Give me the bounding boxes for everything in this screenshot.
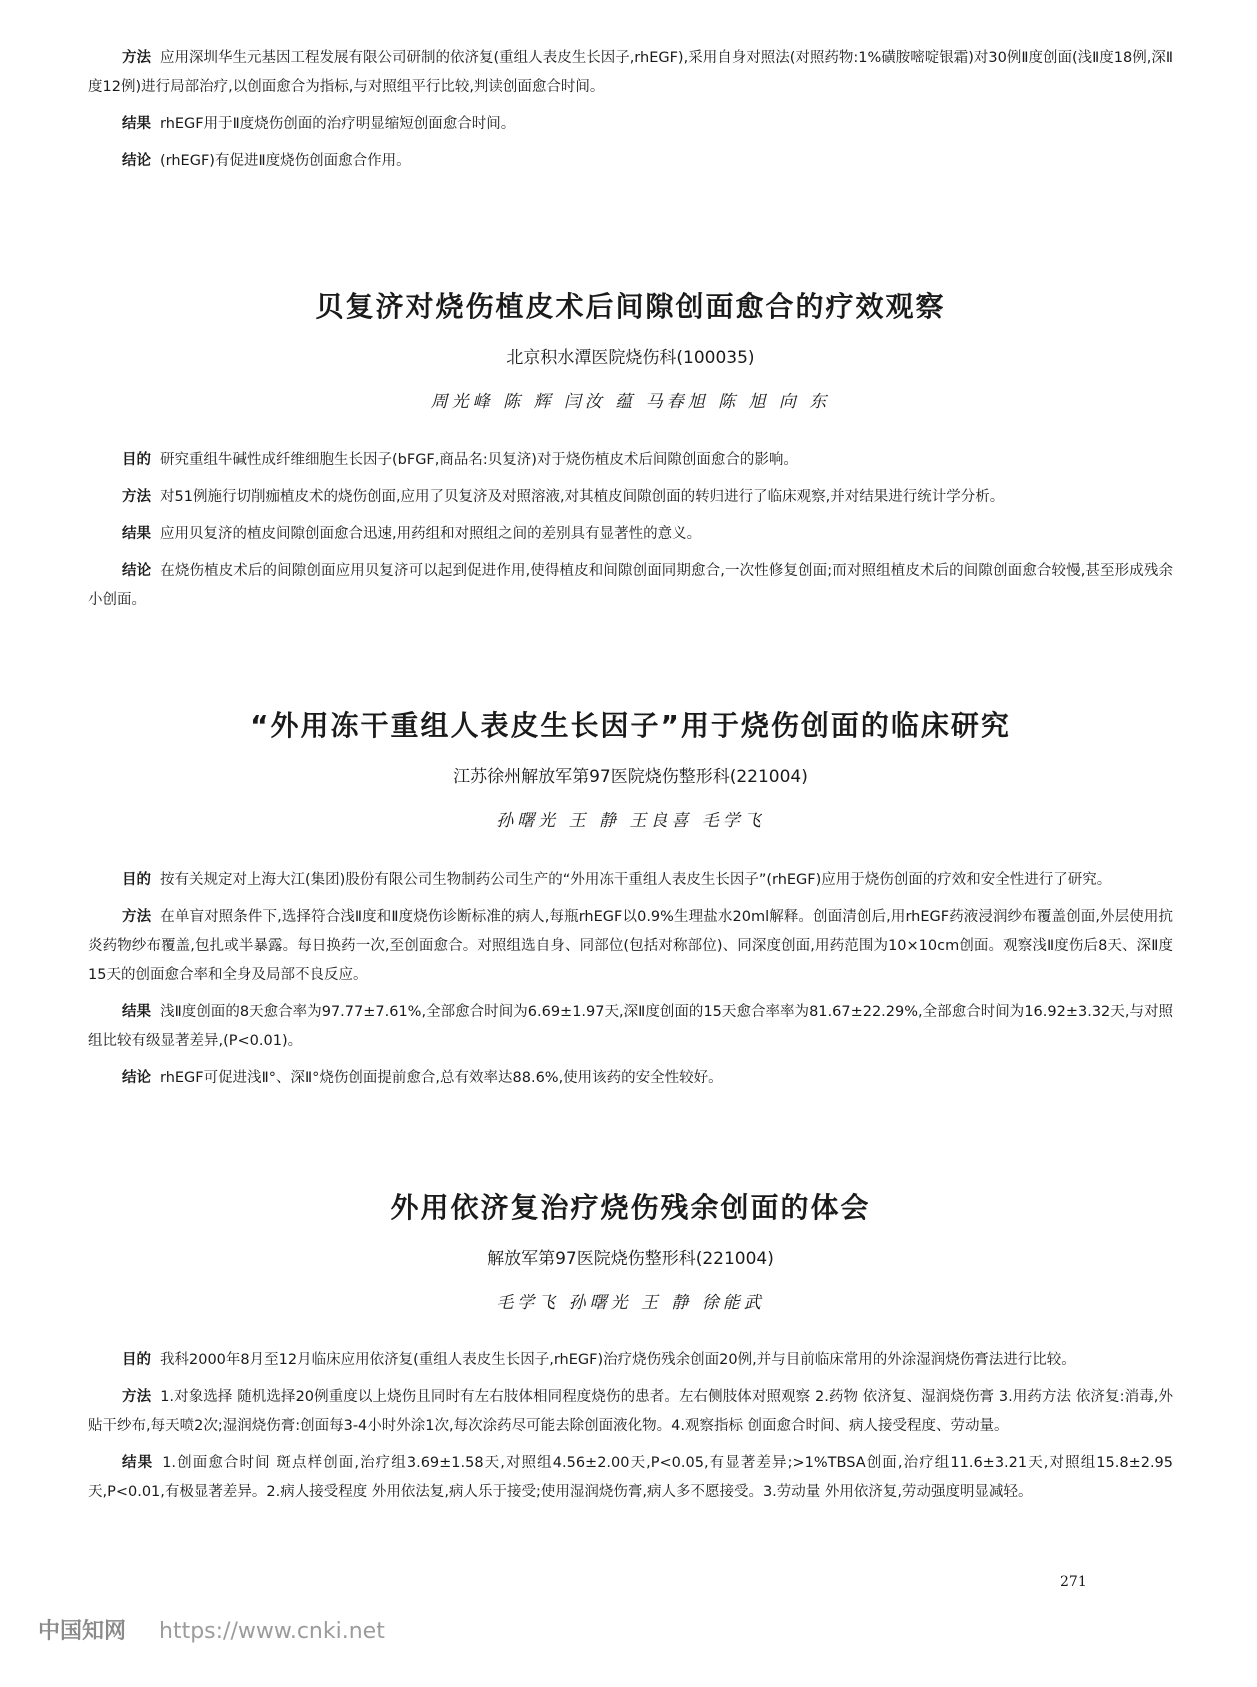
prev-result-paragraph: [88, 110, 1173, 139]
method-text: 对51例施行切削痂植皮术的烧伤创面,应用了贝复济及对照溶液,对其植皮间隙创面的转归进行了临床观察,并对结果进行统计学分析。: [160, 489, 1005, 505]
goal-label: 目的: [122, 452, 151, 468]
article-1-authors: 周光峰 陈 辉 闫汝 蕴 马春旭 陈 旭 向 东: [430, 392, 831, 412]
cnki-logo-text: 中国知网: [38, 1619, 127, 1644]
a2-conclusion-paragraph: [88, 1064, 1173, 1093]
goal-text: 我科2000年8月至12月临床应用依济复(重组人表皮生长因子,rhEGF)治疗烧伤残余创面20例,并与目前临床常用的外涂湿润烧伤膏法进行比较。: [160, 1352, 1076, 1368]
article-1-abstract: [88, 446, 1173, 623]
result-label: 结果: [122, 1004, 152, 1020]
method-label: 方法: [122, 489, 151, 505]
prev-conclusion-paragraph: [88, 147, 1173, 176]
a1-result-paragraph: [88, 520, 1173, 549]
a2-goal-paragraph: [88, 866, 1173, 895]
goal-label: 目的: [122, 1352, 151, 1368]
a2-method-paragraph: [88, 903, 1173, 990]
prev-method-paragraph: [88, 44, 1173, 102]
goal-label: 目的: [122, 872, 151, 888]
article-2-authors: 孙曙光 王 静 王良喜 毛学飞: [496, 811, 765, 831]
a3-result-paragraph: [88, 1449, 1173, 1507]
a2-result-paragraph: [88, 998, 1173, 1056]
prev-article-tail: [88, 44, 1173, 184]
a1-goal-paragraph: [88, 446, 1173, 475]
result-text: rhEGF用于Ⅱ度烧伤创面的治疗明显缩短创面愈合时间。: [160, 116, 516, 132]
article-3-authors: 毛学飞 孙曙光 王 静 徐能武: [496, 1293, 765, 1313]
conclusion-text: (rhEGF)有促进Ⅱ度烧伤创面愈合作用。: [160, 153, 411, 169]
method-text: 1.对象选择 随机选择20例重度以上烧伤且同时有左右肢体相同程度烧伤的患者。左右侧肢体对照观察 2.药物 依济复、湿润烧伤膏 3.用药方法 依济复:消毒,外贴干纱布,每天喷2次;湿润烧伤膏:创面每3-4小时外涂1次,每次涂药尽可能去除创面液化物。4.观察指标 创面愈合时间、病人接受程度、劳动量。: [88, 1389, 1173, 1434]
a3-goal-paragraph: [88, 1346, 1173, 1375]
article-1-title: 贝复济对烧伤植皮术后间隙创面愈合的疗效观察: [315, 290, 946, 323]
method-text: 应用深圳华生元基因工程发展有限公司研制的依济复(重组人表皮生长因子,rhEGF),采用自身对照法(对照药物:1%磺胺嘧啶银霜)对30例Ⅱ度创面(浅Ⅱ度18例,深Ⅱ度12例)进行局部治疗,以创面愈合为指标,与对照组平行比较,判读创面愈合时间。: [88, 50, 1174, 95]
cnki-url-link[interactable]: https://www.cnki.net: [159, 1619, 385, 1644]
goal-text: 按有关规定对上海大江(集团)股份有限公司生物制药公司生产的“外用冻干重组人表皮生长因子”(rhEGF)应用于烧伤创面的疗效和安全性进行了研究。: [160, 872, 1112, 888]
conclusion-label: 结论: [122, 563, 152, 579]
result-text: 1.创面愈合时间 斑点样创面,治疗组3.69±1.58天,对照组4.56±2.00天,P<0.05,有显著差异;>1%TBSA创面,治疗组11.6±3.21天,对照组15.8±2.95天,P<0.01,有极显著差异。2.病人接受程度 外用依法复,病人乐于接受;使用湿润烧伤膏,病人多不愿接受。3.劳动量 外用依济复,劳动强度明显减轻。: [88, 1455, 1174, 1500]
a1-conclusion-paragraph: [88, 557, 1173, 615]
result-label: 结果: [122, 526, 151, 542]
article-2-affiliation: 江苏徐州解放军第97医院烧伤整形科(221004): [453, 767, 808, 787]
conclusion-label: 结论: [122, 1070, 151, 1086]
page-number: 271: [1060, 1574, 1087, 1590]
article-1-affiliation: 北京积水潭医院烧伤科(100035): [506, 348, 755, 368]
method-label: 方法: [122, 50, 152, 66]
article-3-title: 外用依济复治疗烧伤残余创面的体会: [390, 1191, 871, 1224]
cnki-footer: [38, 1614, 385, 1645]
a1-method-paragraph: [88, 483, 1173, 512]
result-text: 应用贝复济的植皮间隙创面愈合迅速,用药组和对照组之间的差别具有显著性的意义。: [160, 526, 702, 542]
article-2-abstract: [88, 866, 1173, 1101]
method-text: 在单盲对照条件下,选择符合浅Ⅱ度和Ⅱ度烧伤诊断标准的病人,每瓶rhEGF以0.9%生理盐水20ml解释。创面清创后,用rhEGF药液浸润纱布覆盖创面,外层使用抗炎药物纱布覆盖,包扎或半暴露。每日换药一次,至创面愈合。对照组选自身、同部位(包括对称部位)、同深度创面,用药范围为10×10cm创面。观察浅Ⅱ度伤后8天、深Ⅱ度15天的创面愈合率和全身及局部不良反应。: [88, 909, 1174, 983]
goal-text: 研究重组牛碱性成纤维细胞生长因子(bFGF,商品名:贝复济)对于烧伤植皮术后间隙创面愈合的影响。: [160, 452, 798, 468]
conclusion-text: 在烧伤植皮术后的间隙创面应用贝复济可以起到促进作用,使得植皮和间隙创面同期愈合,一次性修复创面;而对照组植皮术后的间隙创面愈合较慢,甚至形成残余小创面。: [88, 563, 1173, 608]
article-3-abstract: [88, 1346, 1173, 1515]
method-label: 方法: [122, 909, 152, 925]
article-2-title: “外用冻干重组人表皮生长因子”用于烧伤创面的临床研究: [250, 709, 1011, 742]
a3-method-paragraph: [88, 1383, 1173, 1441]
result-label: 结果: [122, 1455, 154, 1471]
result-text: 浅Ⅱ度创面的8天愈合率为97.77±7.61%,全部愈合时间为6.69±1.97天,深Ⅱ度创面的15天愈合率率为81.67±22.29%,全部愈合时间为16.92±3.32天,与对照组比较有级显著差异,(P<0.01)。: [88, 1004, 1174, 1049]
article-3-affiliation: 解放军第97医院烧伤整形科(221004): [487, 1249, 774, 1269]
method-label: 方法: [122, 1389, 152, 1405]
conclusion-label: 结论: [122, 153, 151, 169]
result-label: 结果: [122, 116, 151, 132]
conclusion-text: rhEGF可促进浅Ⅱ°、深Ⅱ°烧伤创面提前愈合,总有效率达88.6%,使用该药的安全性较好。: [160, 1070, 723, 1086]
